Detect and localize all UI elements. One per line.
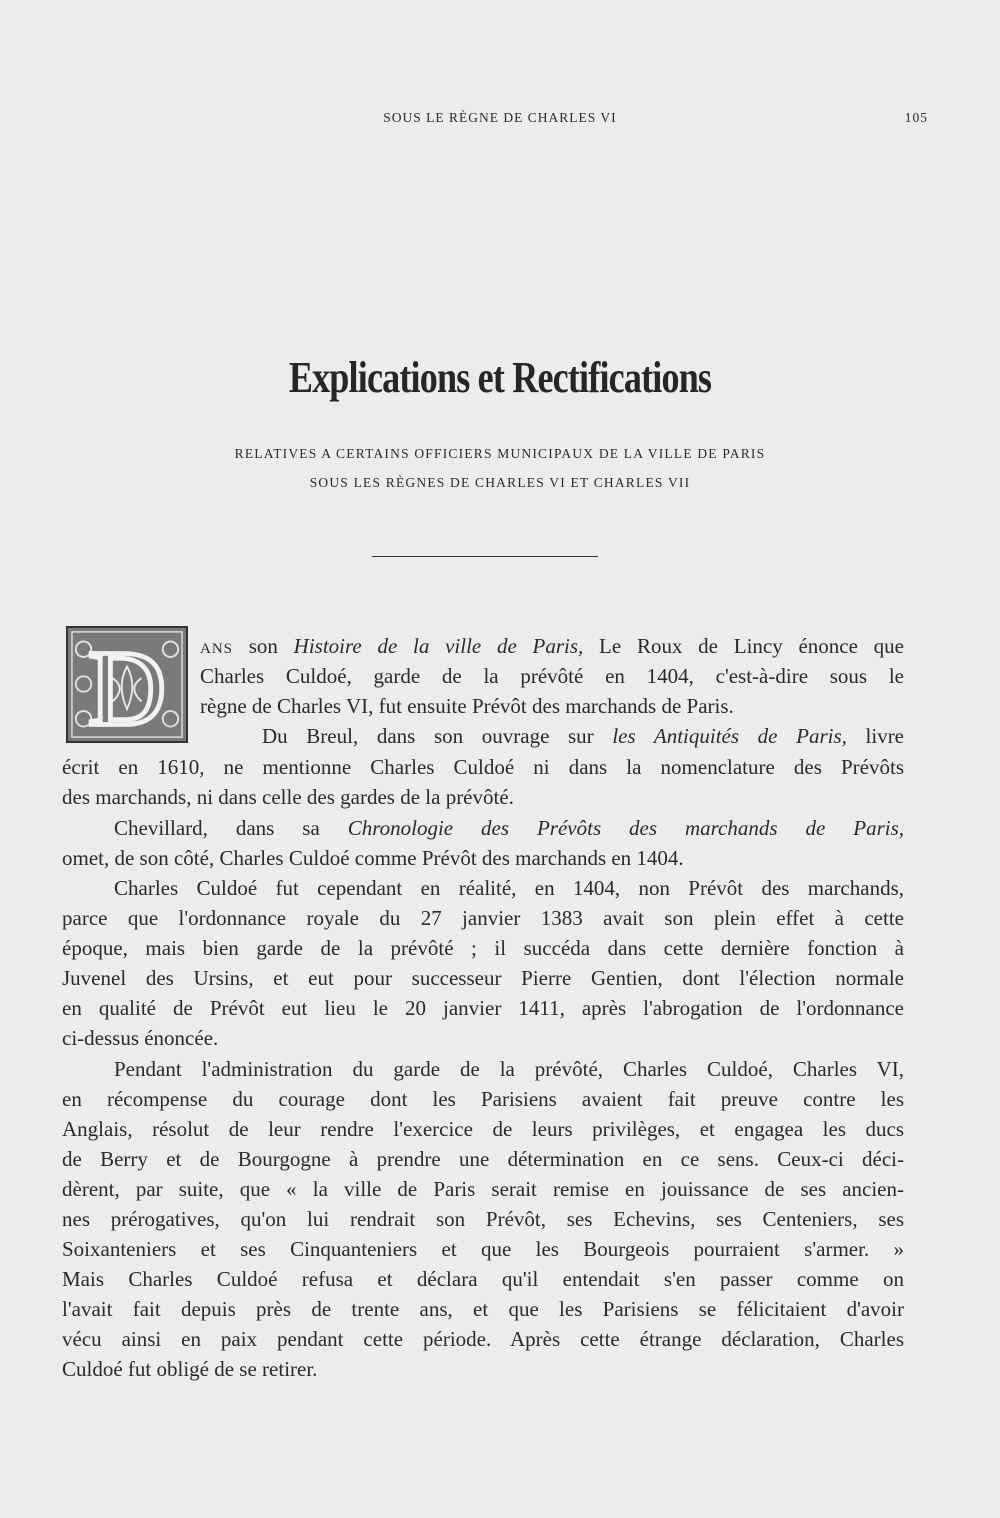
text-line: de Berry et de Bourgogne à prendre une détermination en ce sens. Ceux-ci déci-: [62, 1147, 904, 1171]
text-line: Du Breul, dans son ouvrage sur les Antiquités de Paris, livre: [262, 724, 905, 748]
text-line: en récompense du courage dont les Parisiens avaient fait preuve contre les: [62, 1087, 904, 1111]
text-line: en qualité de Prévôt eut lieu le 20 janvier 1411, après l'abrogation de l'ordonnance: [62, 996, 904, 1020]
drop-cap: [66, 626, 188, 743]
text-line: dèrent, par suite, que « la ville de Paris serait remise en jouissance de ses ancien-: [62, 1177, 904, 1201]
running-head: [0, 110, 1000, 130]
text-line: ANS son Histoire de la ville de Paris, Le Roux de Lincy énonce que: [200, 634, 904, 658]
drop-cap-letter: D: [87, 629, 167, 741]
subtitle-line-2: SOUS LES RÈGNES DE CHARLES VI ET CHARLES VII: [309, 475, 691, 490]
text-line: Chevillard, dans sa Chronologie des Prévôts des marchands de Paris,: [114, 816, 904, 840]
text-line: Mais Charles Culdoé refusa et déclara qu'il entendait s'en passer comme on: [62, 1267, 904, 1291]
text-line: parce que l'ordonnance royale du 27 janvier 1383 avait son plein effet à cette: [62, 906, 904, 930]
text-line: nes prérogatives, qu'on lui rendrait son Prévôt, ses Echevins, ses Centeniers, ses: [62, 1207, 904, 1231]
text-line: époque, mais bien garde de la prévôté ; il succéda dans cette dernière fonction à: [62, 936, 904, 960]
text-line: Pendant l'administration du garde de la prévôté, Charles Culdoé, Charles VI,: [114, 1057, 904, 1081]
text-line: écrit en 1610, ne mentionne Charles Culdoé ni dans la nomenclature des Prévôts: [62, 755, 904, 779]
text-line: Charles Culdoé fut cependant en réalité, en 1404, non Prévôt des marchands,: [114, 876, 904, 900]
text-line: Anglais, résolut de leur rendre l'exercice de leurs privilèges, et engagea les ducs: [62, 1117, 904, 1141]
page-number: 105: [904, 110, 928, 125]
text-line: des marchands, ni dans celle des gardes de la prévôté.: [62, 785, 514, 809]
title-divider: [372, 556, 598, 557]
text-line: Charles Culdoé, garde de la prévôté en 1404, c'est-à-dire sous le: [200, 664, 904, 688]
subtitle-line-1: RELATIVES A CERTAINS OFFICIERS MUNICIPAUX DE LA VILLE DE PARIS: [234, 446, 766, 461]
article-title: Explications et Rectifications: [288, 353, 712, 402]
text-line: ci-dessus énoncée.: [62, 1026, 219, 1050]
text-line: omet, de son côté, Charles Culdoé comme Prévôt des marchands en 1404.: [62, 846, 684, 870]
running-title: SOUS LE RÈGNE DE CHARLES VI: [383, 110, 617, 125]
floral-ornament-icon: [68, 628, 186, 741]
text-line: Soixanteniers et ses Cinquanteniers et que les Bourgeois pourraient s'armer. »: [62, 1237, 904, 1261]
text-line: règne de Charles VI, fut ensuite Prévôt des marchands de Paris.: [200, 694, 734, 718]
text-line: Culdoé fut obligé de se retirer.: [62, 1357, 318, 1381]
text-line: vécu ainsi en paix pendant cette période. Après cette étrange déclaration, Charles: [62, 1327, 904, 1351]
text-line: l'avait fait depuis près de trente ans, et que les Parisiens se félicitaient d'avoir: [62, 1297, 904, 1321]
text-line: Juvenel des Ursins, et eut pour successeur Pierre Gentien, dont l'élection normale: [62, 966, 904, 990]
